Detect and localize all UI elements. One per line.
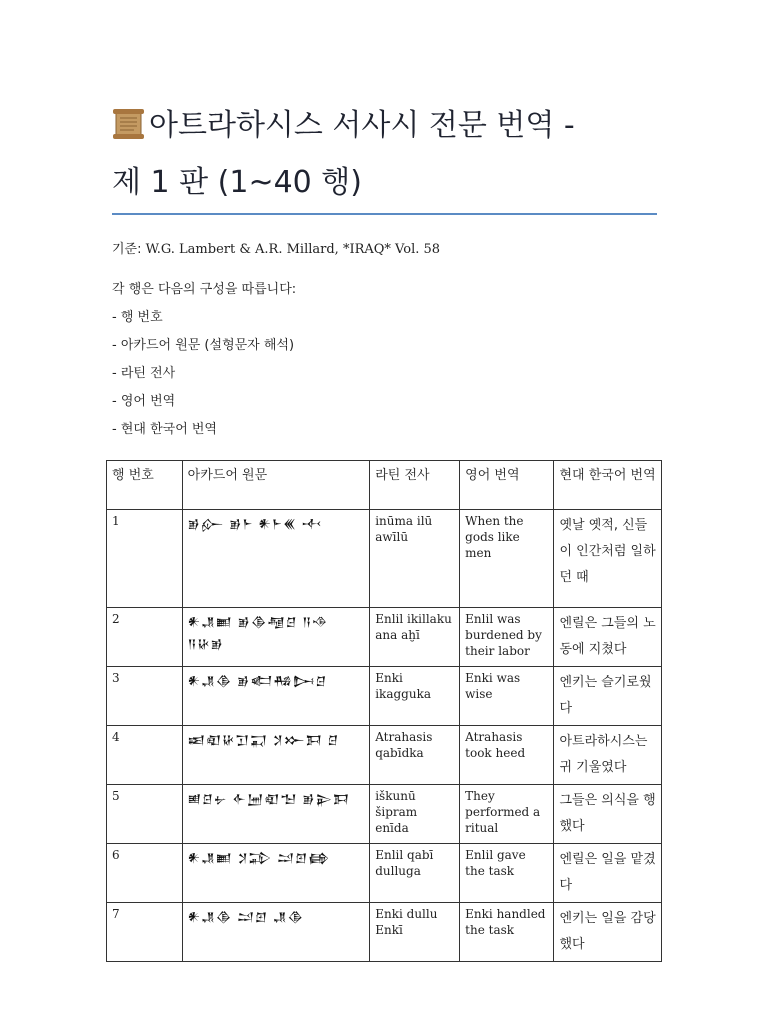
korean-text: 엔키는 슬기로웠다 [554,667,662,726]
line-number: 5 [107,785,183,844]
source-label: 기준: [112,242,142,257]
korean-text: 아트라하시스는 귀 기울였다 [554,726,662,785]
korean-text: 엔키는 일을 감당했다 [554,903,662,962]
english-text: Enlil gave the task [460,844,554,903]
line-number: 1 [107,510,183,608]
line-number: 4 [107,726,183,785]
source-citation [112,238,440,257]
header-latin: 라틴 전사 [370,461,460,510]
table-row [107,903,662,962]
intro-item: - 아카드어 원문 (설형문자 해석) [112,338,295,353]
intro-item: - 라틴 전사 [112,366,176,381]
line-number: 3 [107,667,183,726]
latin-text: iškunū šipram enīda [370,785,460,844]
table-row [107,844,662,903]
latin-text: Enki ikagguka [370,667,460,726]
akkadian-text: 𒀭𒂗𒆠 𒂊𒅗𒄀𒄖𒆪 [182,667,370,726]
table-header-row [107,461,662,510]
line-number: 6 [107,844,183,903]
english-text: Enlil was burdened by their labor [460,608,554,667]
header-line-number: 행 번호 [107,461,183,510]
intro-block [112,281,296,449]
intro-item: - 현대 한국어 번역 [112,422,217,437]
akkadian-text: 𒀜𒊏𒄩𒋛𒍑 𒋡𒁍𒁕 𒆪 [182,726,370,785]
english-text: Enki handled the task [460,903,554,962]
english-text: Atrahasis took heed [460,726,554,785]
latin-text: Atrahasis qabīdka [370,726,460,785]
akkadian-text: 𒀭𒂗𒆤 𒋡𒁉 𒁺𒇻𒂵 [182,844,370,903]
english-text: Enki was wise [460,667,554,726]
latin-text: Enlil qabī dulluga [370,844,460,903]
korean-text: 그들은 의식을 행했다 [554,785,662,844]
table-row [107,785,662,844]
akkadian-text: 𒀭𒂗𒆤 𒂊𒆠𒆷𒆪 𒀀𒈾 𒀀𒄩𒂊 [182,608,370,667]
header-english: 영어 번역 [460,461,554,510]
scroll-icon [112,108,145,138]
line-number: 2 [107,608,183,667]
english-text: When the gods like men [460,510,554,608]
table-row [107,667,662,726]
header-akkadian: 아카드어 원문 [182,461,370,510]
title-line-2: 제 1 판 (1~40 행) [112,165,362,200]
intro-lead: 각 행은 다음의 구성을 따릅니다: [112,282,297,297]
latin-text: Enlil ikillaku ana aḫī [370,608,460,667]
table-row [107,608,662,667]
title-line-1 [112,104,575,148]
title-text-1: 아트라하시스 서사시 전문 번역 - [149,108,575,143]
line-number: 7 [107,903,183,962]
latin-text: Enki dullu Enkī [370,903,460,962]
korean-text: 엔릴은 그들의 노동에 지쳤다 [554,608,662,667]
intro-item: - 행 번호 [112,310,163,325]
table-row [107,510,662,608]
verse-table [106,460,662,962]
korean-text: 엔릴은 일을 맡겼다 [554,844,662,903]
latin-text: inūma ilū awīlū [370,510,460,608]
source-text: W.G. Lambert & A.R. Millard, *IRAQ* Vol. 58 [141,242,441,257]
intro-item: - 영어 번역 [112,394,176,409]
akkadian-text: 𒀭𒂗𒆠 𒁺𒇻 𒂗𒆠 [182,903,370,962]
akkadian-text: 𒅖𒆪𒉡 𒅆𒅁𒊏𒈠 𒂊𒉌𒁕 [182,785,370,844]
header-korean: 현대 한국어 번역 [554,461,662,510]
title-divider [112,213,657,215]
english-text: They performed a ritual [460,785,554,844]
table-row [107,726,662,785]
korean-text: 옛날 옛적, 신들이 인간처럼 일하던 때 [554,510,662,608]
akkadian-text: 𒂊𒅎 𒂊𒈨 𒀭𒈨𒌍 𒋾 [182,510,370,608]
